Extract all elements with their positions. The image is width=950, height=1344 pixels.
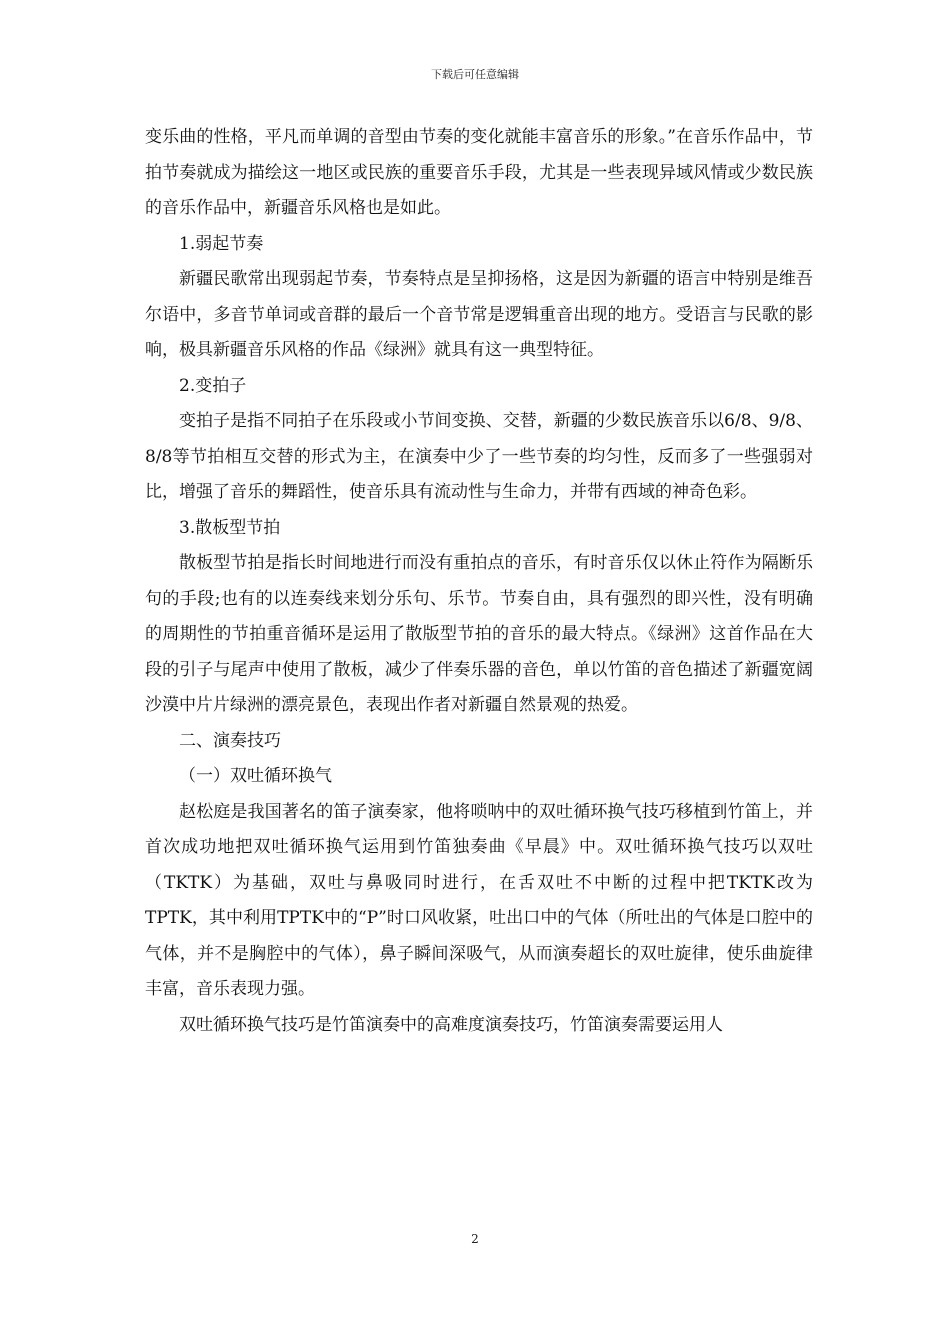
paragraph: 变乐曲的性格，平凡而单调的音型由节奏的变化就能丰富音乐的形象。”在音乐作品中，节拍节奏就成为描绘这一地区或民族的重要音乐手段，尤其是一些表现异域风情或少数民族的音乐作品中，新疆音乐风格也是如此。: [145, 127, 813, 218]
section-heading: 3.散板型节拍: [179, 517, 281, 538]
section-heading: 2.变拍子: [179, 375, 247, 396]
document-body: [145, 120, 813, 1043]
section-heading: 1.弱起节奏: [179, 233, 264, 254]
paragraph: 散板型节拍是指长时间地进行而没有重拍点的音乐，有时音乐仅以休止符作为隔断乐句的手段;也有的以连奏线来划分乐句、乐节。节奏自由，具有强烈的即兴性，没有明确的周期性的节拍重音循环是运用了散版型节拍的音乐的最大特点。《绿洲》这首作品在大段的引子与尾声中使用了散板，减少了伴奏乐器的音色，单以竹笛的音色描述了新疆宽阔沙漠中片片绿洲的漂亮景色，表现出作者对新疆自然景观的热爱。: [145, 553, 813, 715]
paragraph: 双吐循环换气技巧是竹笛演奏中的高难度演奏技巧，竹笛演奏需要运用人: [179, 1014, 723, 1035]
subsection-heading: （一）双吐循环换气: [179, 766, 332, 786]
section-heading: 二、演奏技巧: [179, 730, 281, 751]
page-number: 2: [471, 1232, 479, 1246]
paragraph: 赵松庭是我国著名的笛子演奏家，他将唢呐中的双吐循环换气技巧移植到竹笛上，并首次成功地把双吐循环换气运用到竹笛独奏曲《早晨》中。双吐循环换气技巧以双吐（TKTK）为基础，双吐与鼻吸同时进行，在舌双吐不中断的过程中把TKTK改为TPTK，其中利用TPTK中的“P”时口风收紧，吐出口中的气体（所吐出的气体是口腔中的气体，并不是胸腔中的气体），鼻子瞬间深吸气，从而演奏超长的双吐旋律，使乐曲旋律丰富，音乐表现力强。: [145, 801, 813, 999]
page-header: 下载后可任意编辑: [431, 68, 519, 81]
paragraph: 变拍子是指不同拍子在乐段或小节间变换、交替，新疆的少数民族音乐以6/8、9/8、8/8等节拍相互交替的形式为主，在演奏中少了一些节奏的均匀性，反而多了一些强弱对比，增强了音乐的舞蹈性，使音乐具有流动性与生命力，并带有西域的神奇色彩。: [145, 411, 813, 502]
paragraph: 新疆民歌常出现弱起节奏，节奏特点是呈抑扬格，这是因为新疆的语言中特别是维吾尔语中，多音节单词或音群的最后一个音节常是逻辑重音出现的地方。受语言与民歌的影响，极具新疆音乐风格的作品《绿洲》就具有这一典型特征。: [145, 269, 813, 360]
